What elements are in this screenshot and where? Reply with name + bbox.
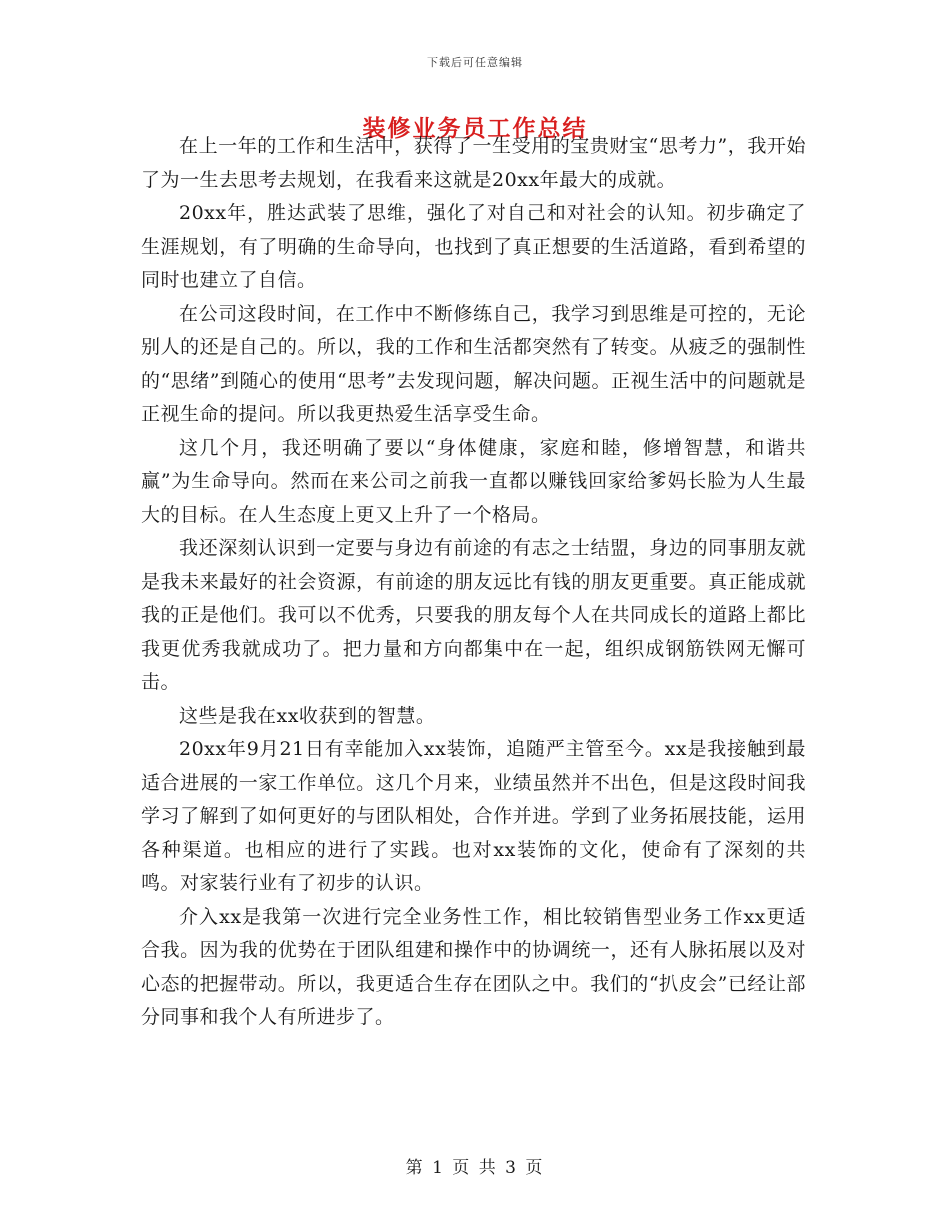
paragraph: 在上一年的工作和生活中，获得了一生受用的宝贵财宝“思考力”，我开始了为一生去思考去规划，在我看来这就是20xx年最大的成就。 bbox=[141, 135, 806, 191]
page-number-footer: 第 1 页 共 3 页 bbox=[405, 1158, 545, 1178]
paragraph: 介入xx是我第一次进行完全业务性工作，相比较销售型业务工作xx更适合我。因为我的优势在于团队组建和操作中的协调统一，还有人脉拓展以及对心态的把握带动。所以，我更适合生存在团队之中。我们的“扒皮会”已经让部分同事和我个人有所进步了。 bbox=[141, 905, 806, 1028]
paragraph: 我还深刻认识到一定要与身边有前途的有志之士结盟，身边的同事朋友就是我未来最好的社会资源，有前途的朋友远比有钱的朋友更重要。真正能成就我的正是他们。我可以不优秀，只要我的朋友每个人在共同成长的道路上都比我更优秀我就成功了。把力量和方向都集中在一起，组织成钢筋铁网无懈可击。 bbox=[141, 537, 806, 693]
header-note: 下载后可任意编辑 bbox=[427, 56, 523, 69]
document-title: 装修业务员工作总结 bbox=[362, 115, 588, 142]
paragraph: 20xx年，胜达武装了思维，强化了对自己和对社会的认知。初步确定了生涯规划，有了明确的生命导向，也找到了真正想要的生活道路，看到希望的同时也建立了自信。 bbox=[141, 202, 806, 291]
document-body bbox=[141, 130, 806, 1035]
paragraph: 20xx年9月21日有幸能加入xx装饰，追随严主管至今。xx是我接触到最适合进展的一家工作单位。这几个月来，业绩虽然并不出色，但是这段时间我学习了解到了如何更好的与团队相处，合作并进。学到了业务拓展技能，运用各种渠道。也相应的进行了实践。也对xx装饰的文化，使命有了深刻的共鸣。对家装行业有了初步的认识。 bbox=[141, 738, 806, 894]
paragraph: 在公司这段时间，在工作中不断修练自己，我学习到思维是可控的，无论别人的还是自己的。所以，我的工作和生活都突然有了转变。从疲乏的强制性的“思绪”到随心的使用“思考”去发现问题，解决问题。正视生活中的问题就是正视生命的提问。所以我更热爱生活享受生命。 bbox=[141, 302, 806, 425]
paragraph: 这几个月，我还明确了要以“身体健康，家庭和睦，修增智慧，和谐共赢”为生命导向。然而在来公司之前我一直都以赚钱回家给爹妈长脸为人生最大的目标。在人生态度上更又上升了一个格局。 bbox=[141, 436, 806, 526]
paragraph: 这些是我在xx收获到的智慧。 bbox=[179, 704, 436, 727]
